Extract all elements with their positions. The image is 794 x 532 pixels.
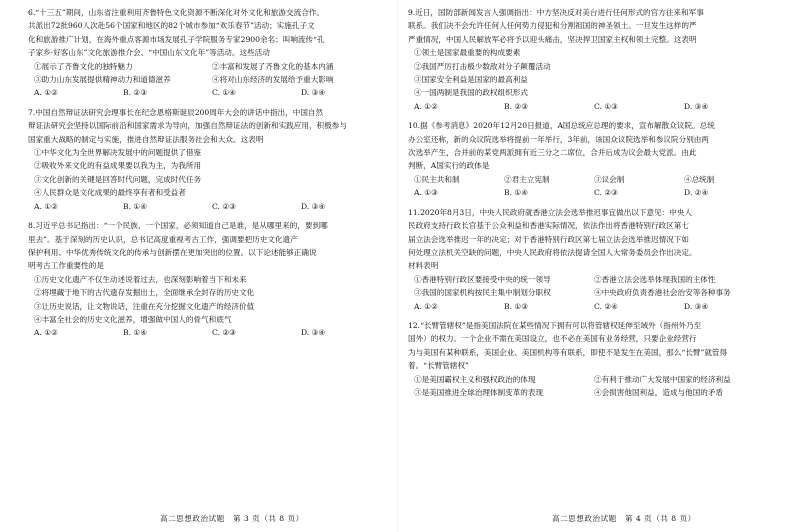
question-stem-line: 届立法会选举推迟一年的决定；对于香港特别行政区第七届立法会选举推迟情况下如 [408,234,689,244]
question-q9 [408,6,774,113]
answer-option: A. ①③ [414,188,438,198]
answer-option: D. ③④ [301,328,326,338]
answer-option: D. ③④ [301,201,326,211]
question-q12 [408,319,774,399]
answer-options [34,86,390,99]
page-3-footer: 高二思想政治试题 第 3 页（共 8 页） [160,514,304,523]
answer-option: D. ③④ [301,88,326,98]
statement: ④总统制 [684,174,715,184]
statement: ④会损害他国利益，造成与他国的矛盾 [594,387,724,397]
statement: ③我国的国家机构按民主集中制划分职权 [414,288,551,298]
question-stem-line: 何处理立法机关空缺的问题，中央人民政府将依法提请全国人大常务委员会作出决定。 [408,247,697,257]
statement: ①历史文化遗产不仅生动述说着过去，也深刻影响着当下和未来 [34,274,247,284]
answer-options [414,186,774,199]
question-stem-line: 着。“长臂管辖权” [408,361,469,371]
question-stem-line: 12.“长臂管辖权”是指美国法院在某些情况下拥有可以将管辖权延伸至域外（指州外乃至 [408,320,702,330]
question-stem-line: 辩证法研究会坚持以国际前沿和国家需求为导向，加强自然辩证法的创新和实践应用，积极参与 [28,121,347,131]
statement-row [414,386,774,399]
answer-option: B. ②③ [123,88,148,98]
statement: ①是美国霸权主义和强权政治的体现 [414,374,536,384]
statement: ④一国两制是我国的政权组织形式 [414,88,528,98]
question-stem-line: 判断，A国实行的政体是 [408,161,490,171]
page-4-column [408,6,774,405]
answer-option: B. ①③ [504,301,529,311]
statement: ①展示了齐鲁文化的独特魅力 [34,61,133,71]
statement-row [34,60,390,73]
statement-row [414,373,774,386]
question-stem-line: 6.“十三五”期间，山东省注重利用齐鲁特色文化资源不断深化对外文化和旅游交流合作。 [28,8,324,17]
question-q10 [408,119,774,199]
answer-option: C. ②③ [212,328,236,338]
page-3-column [28,6,390,346]
answer-option: C. ②③ [594,188,618,198]
answer-option: A. ①② [414,301,438,311]
page-4-footer: 高二思想政治试题 第 4 页（共 8 页） [552,514,696,523]
question-stem-line: 化和旅游推广计划，在海外重点客源市场发展孔子学院服务专家2900余名；叫响流传“孔 [28,34,325,44]
question-q11 [408,206,774,313]
question-stem-line: 材料表明 [408,261,439,271]
question-stem-line: 11.2020年8月3日，中央人民政府就香港立法会选举推迟事宜做出以下意见：中央人 [408,207,693,217]
answer-option: C. ①③ [594,101,618,111]
statement: ①香港特别行政区要接受中央的统一领导 [414,274,551,284]
statement: ③国家安全利益是国家的最高利益 [414,75,528,85]
question-stem-line: 8.习近平总书记指出：“一个民族、一个国家，必须知道自己是谁，是从哪里来的，要到哪 [28,221,328,231]
answer-option: D. ②④ [684,188,709,198]
page-divider [397,0,398,532]
answer-option: B. ②③ [504,101,529,111]
question-stem-line: 严重情况，中国人民解放军必将予以迎头痛击，坚决捍卫国家主权和领土完整。这表明 [408,34,697,44]
answer-option: A. ①② [34,328,58,338]
question-stem-line: 次选举产生，合并前的某党两派拥有近三分之二席位，合并后成为议会最大党派。由此 [408,148,697,158]
statement: ②香港立法会选举体现我国的主体性 [594,274,716,284]
answer-options [414,300,774,313]
question-stem-line: 保护利用、中华优秀传统文化的传承与创新摆在更加突出的位置。以下论述能够正确说 [28,247,317,257]
question-q7 [28,106,390,213]
answer-option: C. ①④ [212,88,236,98]
answer-option: D. ③④ [684,301,709,311]
statement: ③是美国推进全球治理体制变革的表现 [414,387,544,397]
question-stem-line: 10.据《参考消息》2020年12月20日报道，A国总统应总理的要求，宣布解散众议院。总统 [408,121,715,131]
question-stem-line: 共派出72批960人次赴56个国家和地区的82个城市参加“欢乐春节”活动；实施孔子文 [28,21,315,31]
statement: ②丰富和发展了齐鲁文化的基本内涵 [212,61,334,71]
question-stem-line: 民政府支持行政长官基于公众利益和香港实际情况，依法作出将香港特别行政区第七 [408,221,689,231]
statement: ②将埋藏于地下的古代遗存发掘出土，全面继承全封存的历史文化 [34,288,255,298]
statement: ④丰富全社会的历史文化滋养，增强做中国人的骨气和底气 [34,314,232,324]
statement: ④人民群众是文化成果的最终享有者和受益者 [34,188,186,198]
statement: ②君主立宪制 [504,174,550,184]
question-stem-line: 办公室还称，新的众议院选举将提前一年举行，3年前，该国众议院选举和参议院分别由两 [408,134,709,144]
statement: ①中华文化为全世界解决发展中的问题提供了借鉴 [34,148,202,158]
question-q8 [28,219,390,340]
answer-option: A. ①② [414,101,438,111]
statement: ②有利于推动广大发展中国家的经济利益 [594,374,731,384]
answer-option: B. ①④ [123,328,148,338]
answer-option: A. ①② [34,88,58,98]
question-stem-line: 9.近日，国防部新闻发言人强调指出：中方坚决反对美台进行任何形式的官方往来和军事 [408,8,704,17]
answer-options [414,100,774,113]
answer-option: D. ③④ [684,101,709,111]
answer-option: C. ②④ [594,301,618,311]
question-stem-line: 为与美国有某种联系，美国企业、美国机构等有联系，即使不是发生在美国，那么“长臂”就管得 [408,347,728,357]
question-stem-line: 国家重大战略的制定与实施，推进自然辩证法服务社会和大众。这表明 [28,134,264,144]
answer-option: A. ①② [34,201,58,211]
answer-options [34,326,390,339]
question-stem-line: 子家乡·好客山东”文化旅游推介会、“中国山东文化年”等活动。这些活动 [28,48,270,58]
answer-option: C. ②③ [212,201,236,211]
statement-row [34,73,390,86]
statement: ③文化创新的关键是回答时代问题，完成时代任务 [34,174,202,184]
statement: ③让历史说话，让文物说话，注重在充分挖掘文化遗产的经济价值 [34,301,255,311]
statement: ③助力山东发展提供精神动力和道德滋养 [34,75,171,85]
statement: ④中央政府负责香港社会治安等各种事务 [594,288,731,298]
question-stem-line: 7.中国自然辩证法研究会理事长在纪念恩格斯诞辰200周年大会的讲话中指出，中国自然 [28,107,324,117]
statement: ④将对山东经济的发展给予重大影响 [212,75,334,85]
statement: ③议会制 [594,174,625,184]
statement: ①民主共和制 [414,174,460,184]
statement: ①领土是国家最重要的构成要素 [414,48,521,58]
answer-options [34,200,390,213]
question-stem-line: 明考古工作重要性的是 [28,261,104,271]
answer-option: B. ①④ [123,201,148,211]
question-stem-line: 国外）的权力。一个企业不需在美国设立，也不必在美国有业务经营，只要企业经营行 [408,334,697,344]
statement-row [414,286,774,299]
statement: ②我国严厉打击极少数敌对分子颠覆活动 [414,61,551,71]
answer-option: B. ①④ [504,188,529,198]
statement: ②吸收外来文化的有益成果要以我为主，为我所用 [34,161,202,171]
question-stem-line: 里去”。基于深刻的历史认识，总书记高度重视考古工作，强调要把历史文化遗产 [28,234,298,244]
question-q6 [28,6,390,100]
statement-row [414,173,774,186]
question-stem-line: 联系。我们决不会允许任何人任何势力侵犯和分割祖国的神圣领土。一旦发生这样的严 [408,21,697,31]
statement-row [414,273,774,286]
